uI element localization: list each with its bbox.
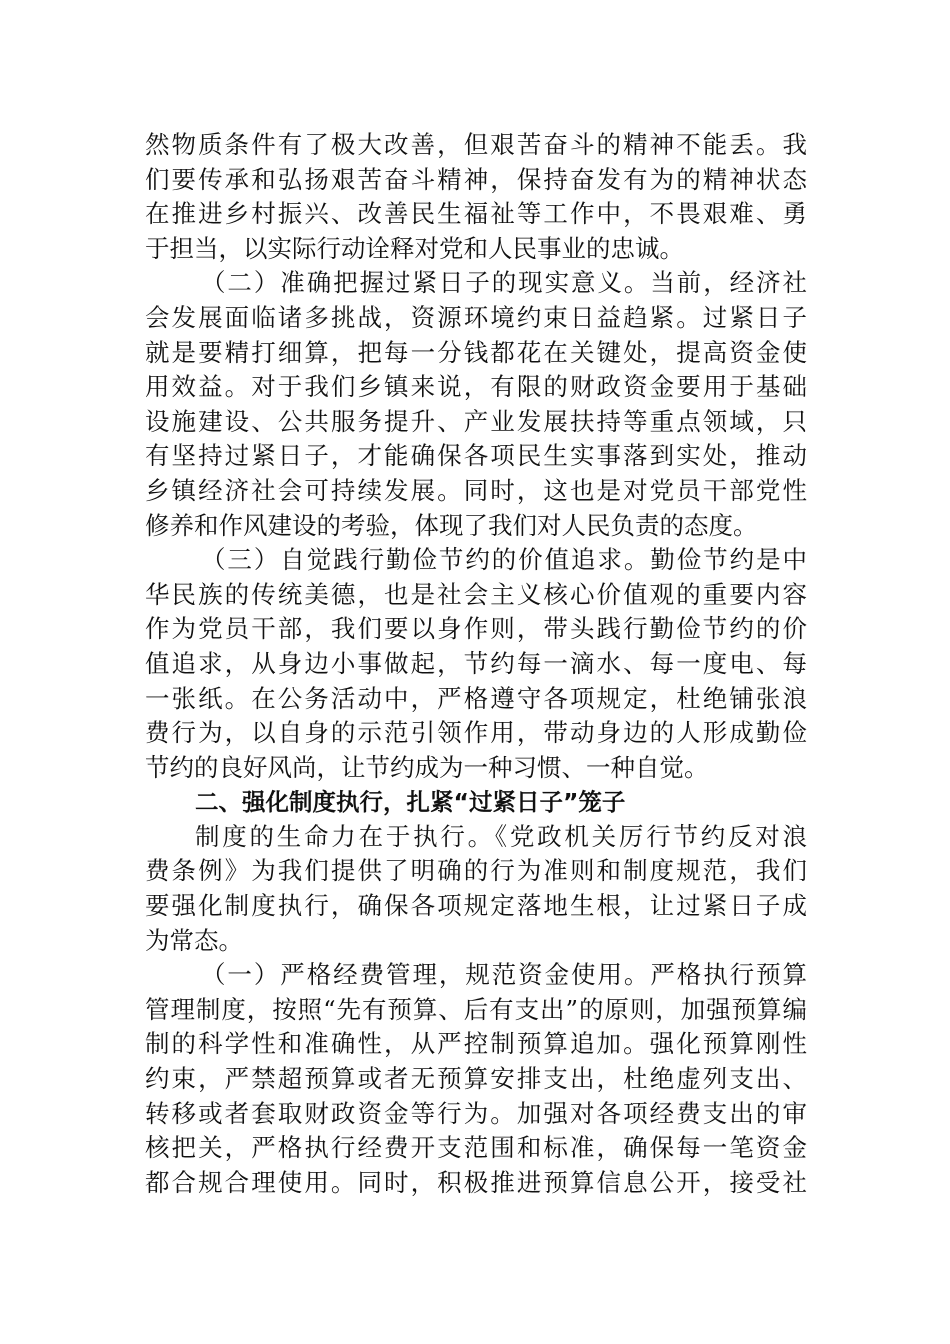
text-line: 会发展面临诸多挑战，资源环境约束日益趋紧。过紧日子: [145, 302, 807, 332]
text-line: 一张纸。在公务活动中，严格遵守各项规定，杜绝铺张浪: [145, 683, 807, 713]
text-line: 乡镇经济社会可持续发展。同时，这也是对党员干部党性: [145, 475, 807, 505]
text-line: 值追求，从身边小事做起，节约每一滴水、每一度电、每: [145, 648, 807, 678]
document-body: [145, 128, 807, 1200]
text-line: 就是要精打细算，把每一分钱都花在关键处，提高资金使: [145, 337, 807, 367]
text-line: 于担当，以实际行动诠释对党和人民事业的忠诚。: [145, 233, 684, 263]
subsection-heading-line: （二）准确把握过紧日子的现实意义。当前，经济社: [201, 268, 807, 298]
text-line: 费条例》为我们提供了明确的行为准则和制度规范，我们: [145, 856, 807, 886]
text-line: 修养和作风建设的考验，体现了我们对人民负责的态度。: [145, 510, 758, 540]
text-line: 核把关，严格执行经费开支范围和标准，确保每一笔资金: [145, 1133, 807, 1163]
text-line: 约束，严禁超预算或者无预算安排支出，杜绝虚列支出、: [145, 1064, 807, 1094]
subsection-heading-line: （一）严格经费管理，规范资金使用。严格执行预算: [201, 960, 807, 990]
text-line: 有坚持过紧日子，才能确保各项民生实事落到实处，推动: [145, 441, 807, 471]
text-line: 管理制度，按照“先有预算、后有支出”的原则，加强预算编: [145, 994, 807, 1024]
text-line: 为常态。: [145, 925, 243, 955]
text-line: 设施建设、公共服务提升、产业发展扶持等重点领域，只: [145, 406, 807, 436]
text-line: 作为党员干部，我们要以身作则，带头践行勤俭节约的价: [145, 614, 807, 644]
text-line: 们要传承和弘扬艰苦奋斗精神，保持奋发有为的精神状态: [145, 164, 807, 194]
text-line: 转移或者套取财政资金等行为。加强对各项经费支出的审: [145, 1098, 807, 1128]
text-line: 在推进乡村振兴、改善民生福祉等工作中，不畏艰难、勇: [145, 199, 807, 229]
text-line: 制的科学性和准确性，从严控制预算追加。强化预算刚性: [145, 1029, 807, 1059]
text-line: 然物质条件有了极大改善，但艰苦奋斗的精神不能丢。我: [145, 130, 807, 159]
text-line: 华民族的传统美德，也是社会主义核心价值观的重要内容: [145, 579, 807, 609]
text-line: 要强化制度执行，确保各项规定落地生根，让过紧日子成: [145, 891, 807, 921]
text-line: 制度的生命力在于执行。《党政机关厉行节约反对浪: [195, 821, 807, 851]
text-line: 用效益。对于我们乡镇来说，有限的财政资金要用于基础: [145, 372, 807, 402]
section-heading: 二、强化制度执行，扎紧“过紧日子”笼子: [195, 788, 626, 817]
text-line: 节约的良好风尚，让节约成为一种习惯、一种自觉。: [145, 752, 709, 782]
text-line: 都合规合理使用。同时，积极推进预算信息公开，接受社: [145, 1167, 807, 1197]
subsection-heading-line: （三）自觉践行勤俭节约的价值追求。勤俭节约是中: [201, 545, 807, 575]
text-line: 费行为，以自身的示范引领作用，带动身边的人形成勤俭: [145, 718, 807, 748]
